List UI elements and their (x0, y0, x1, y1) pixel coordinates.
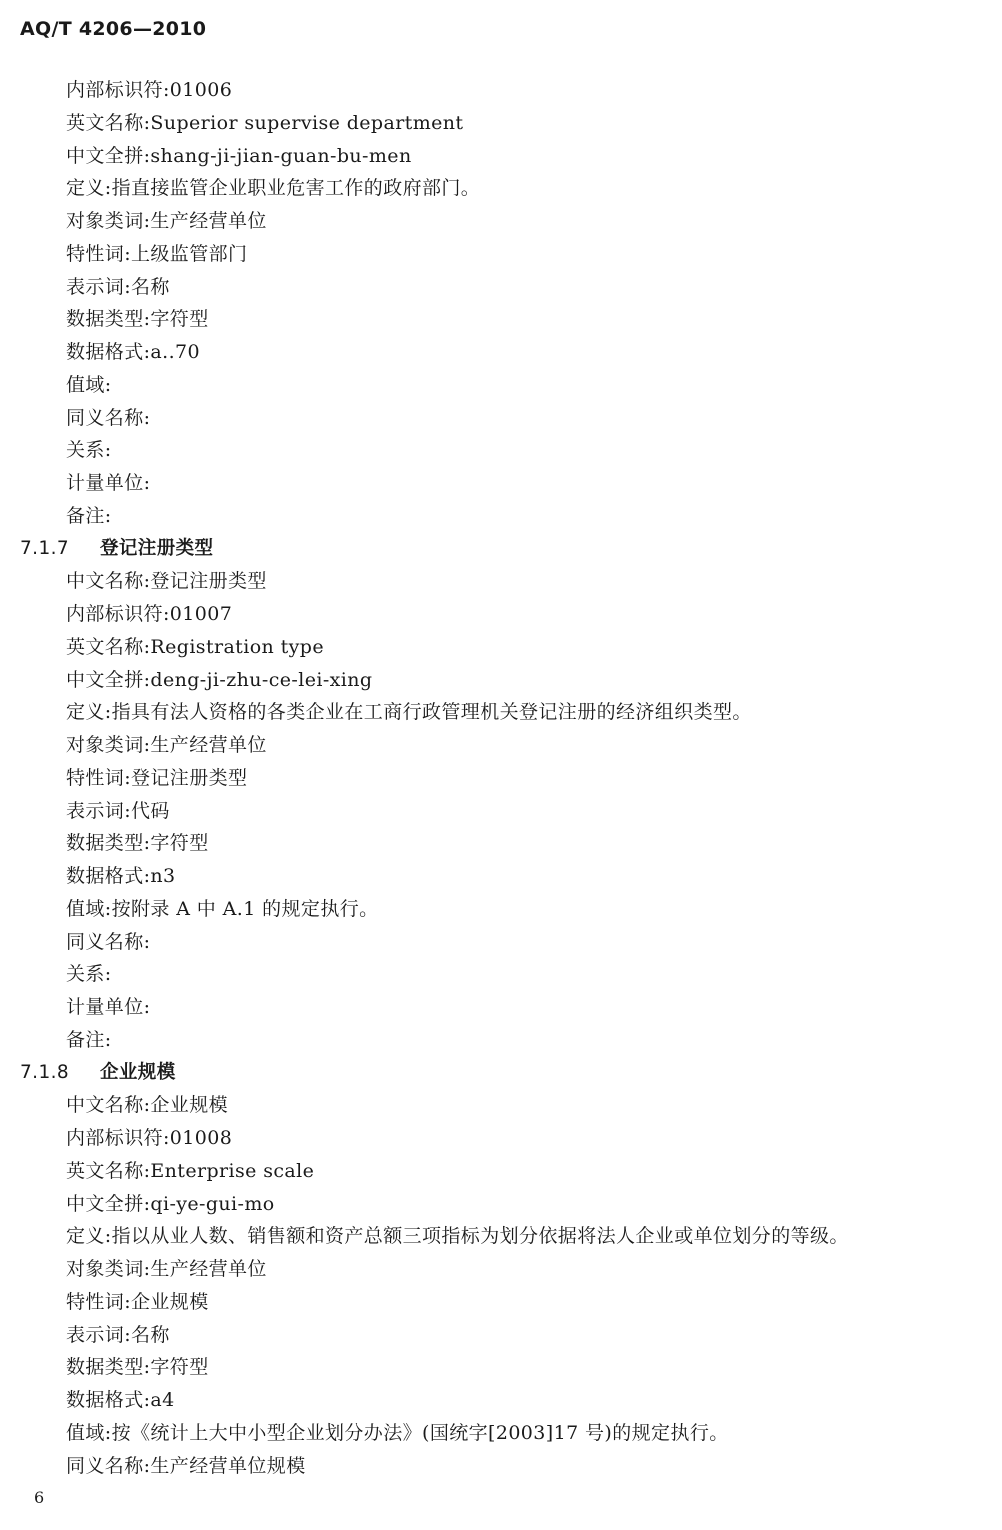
field-line: 数据格式:a4 (66, 1389, 175, 1411)
field-line: 对象类词:生产经营单位 (66, 734, 267, 756)
field-line: 英文名称:Registration type (66, 635, 324, 658)
field-line: 关系: (66, 963, 112, 986)
field-line: 同义名称:生产经营单位规模 (66, 1454, 306, 1477)
field-line: 中文全拼:deng-ji-zhu-ce-lei-xing (66, 668, 373, 691)
field-line: 值域:按附录 A 中 A.1 的规定执行。 (66, 897, 379, 920)
field-line: 计量单位: (66, 996, 151, 1018)
section-heading (0, 533, 1002, 566)
section-heading (0, 1057, 1002, 1090)
field-line: 英文名称:Superior supervise department (66, 111, 464, 134)
field-line: 对象类词:生产经营单位 (66, 210, 267, 232)
field-line: 关系: (66, 439, 112, 462)
field-line: 同义名称: (66, 930, 151, 953)
field-line: 特性词:企业规模 (66, 1290, 209, 1313)
field-line: 特性词:上级监管部门 (66, 242, 248, 265)
field-line: 值域:按《统计上大中小型企业划分办法》(国统字[2003]17 号)的规定执行。 (66, 1421, 729, 1444)
field-line: 内部标识符:01006 (66, 79, 233, 101)
field-line: 定义:指直接监管企业职业危害工作的政府部门。 (66, 177, 481, 200)
page-number: 6 (34, 1488, 45, 1507)
field-line: 中文名称:企业规模 (66, 1094, 229, 1117)
field-line: 表示词:名称 (66, 275, 170, 298)
field-line: 特性词:登记注册类型 (66, 766, 248, 789)
field-line: 备注: (66, 504, 112, 527)
field-line: 中文全拼:qi-ye-gui-mo (66, 1192, 275, 1215)
section-number: 7.1.7 (20, 537, 70, 559)
section-number: 7.1.8 (20, 1061, 70, 1083)
field-line: 英文名称:Enterprise scale (66, 1159, 315, 1182)
field-line: 内部标识符:01008 (66, 1127, 233, 1149)
field-line: 计量单位: (66, 472, 151, 494)
field-line: 中文名称:登记注册类型 (66, 570, 267, 593)
field-line: 内部标识符:01007 (66, 603, 233, 625)
section-title: 登记注册类型 (100, 537, 214, 559)
field-line: 定义:指以从业人数、销售额和资产总额三项指标为划分依据将法人企业或单位划分的等级。 (66, 1225, 849, 1248)
field-line: 表示词:名称 (66, 1323, 170, 1346)
field-line: 值域: (66, 373, 112, 396)
field-line: 中文全拼:shang-ji-jian-guan-bu-men (66, 144, 412, 167)
field-line: 数据类型:字符型 (66, 832, 209, 855)
field-line: 数据格式:n3 (66, 865, 176, 887)
field-line: 数据格式:a..70 (66, 341, 200, 363)
field-line: 同义名称: (66, 406, 151, 429)
document-id-header: AQ/T 4206—2010 (20, 18, 207, 40)
field-line: 对象类词:生产经营单位 (66, 1258, 267, 1280)
field-line: 表示词:代码 (66, 799, 170, 822)
field-line: 定义:指具有法人资格的各类企业在工商行政管理机关登记注册的经济组织类型。 (66, 701, 752, 724)
document-body (0, 74, 1002, 1482)
field-line: 数据类型:字符型 (66, 1356, 209, 1379)
field-line: 数据类型:字符型 (66, 308, 209, 331)
section-title: 企业规模 (100, 1061, 176, 1083)
field-line: 备注: (66, 1028, 112, 1051)
